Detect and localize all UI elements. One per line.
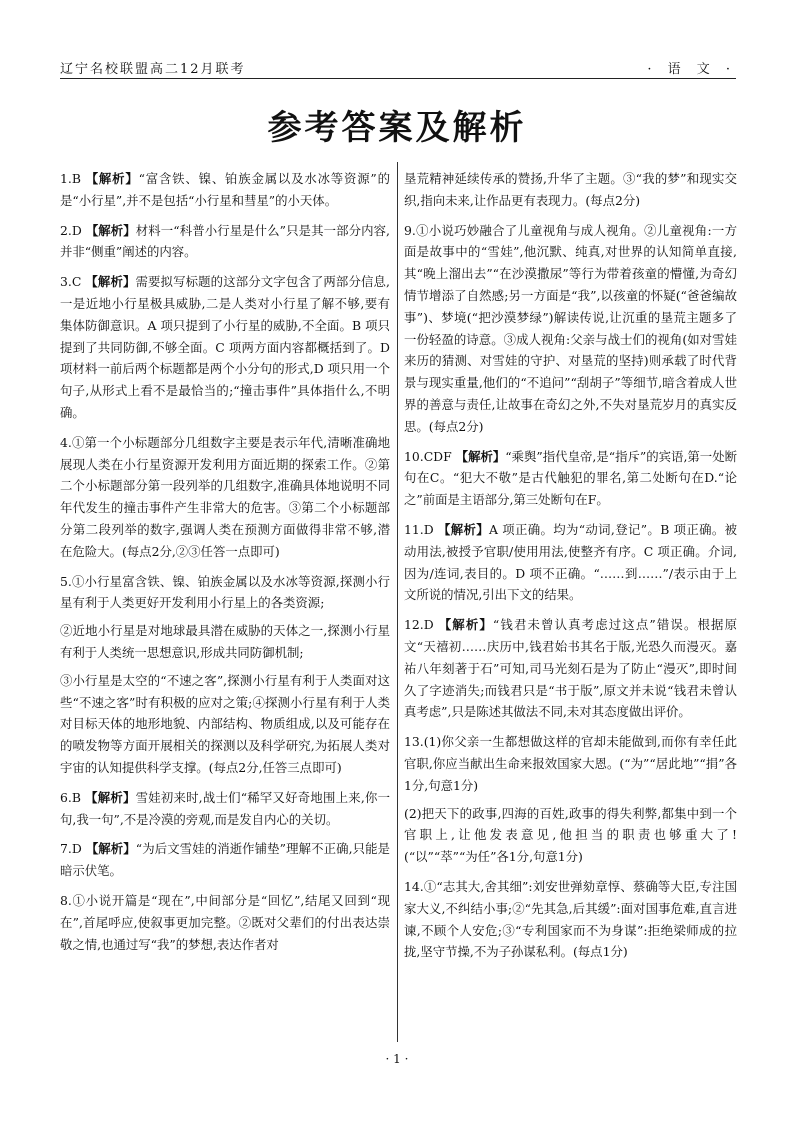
question-number: 11.D (404, 521, 434, 537)
answer-text: ①第一个小标题部分几组数字主要是表示年代,清晰准确地展现人类在小行星资源开发利用方面近期的探索工作。②第二个小标题部分第一段列举的几组数字,准确具体地说明不同年代发生的撞击事件产生非常大的危害。③第二个小标题部分第二段列举的数字,强调人类在预测方面做得非常不够,潜在危险大。(每点2分,②③任答一点即可) (60, 434, 390, 559)
answer-item (404, 168, 737, 212)
header-subject: · 语 文 · (647, 62, 736, 77)
answer-item (60, 787, 390, 831)
answer-text: 需要拟写标题的这部分文字包含了两部分信息,一是近地小行星极具威胁,二是人类对小行星了解不够,要有集体防御意识。A 项只提到了小行星的威胁,不全面。B 项只提到了共同防御,不够全面。C 项两方面内容都概括到了。D 项材料一前后两个标题都是两个小分句的形式,D 项只用一个句子,从形式上看不是最恰当的;“撞击事件”具体指什么,不明确。 (60, 274, 390, 420)
question-number: 2.D (60, 222, 82, 238)
page-title: 参考答案及解析 (267, 108, 527, 148)
answer-paragraph (60, 670, 390, 779)
question-number: 4. (60, 434, 72, 450)
answer-text: ①小说巧妙融合了儿童视角与成人视角。②儿童视角:一方面是故事中的“雪娃”,他沉默、纯真,对世界的认知简单直接,其“晚上溜出去”“在沙漠撒尿”等行为带着孩童的懵懂,为奇幻情节增添了自然感;另一方面是“我”,以孩童的怀疑(“爸爸编故事”)、梦境(“把沙漠梦绿”)解读传说,让沉重的垦荒主题多了一份轻盈的诗意。③成人视角:父亲与战士们的视角(如对雪娃来历的猜测、对雪娃的守护、对垦荒的坚持)则承载了时代背景与现实重量,他们的“不追问”“刮胡子”等细节,暗含着成人世界的善意与责任,让故事在奇幻之外,不失对垦荒岁月的真实反思。(每点2分) (404, 222, 737, 434)
answer-text: 雪娃初来时,战士们“稀罕又好奇地围上来,你一句,我一句”,不是冷漠的旁观,而是发自内心的关切。 (60, 789, 390, 827)
answer-text: 垦荒精神延续传承的赞扬,升华了主题。③“我的梦”和现实交织,指向未来,让作品更有表现力。(每点2分) (404, 171, 737, 208)
answer-text: (1)你父亲一生都想做这样的官却未能做到,而你有幸任此官职,你应当献出生命来报效国家大恩。(“为”“居此地”“捐”各1分,句意1分) (404, 734, 737, 793)
answer-item (404, 876, 737, 963)
answer-text: “富含铁、镍、铂族金属以及水冰等资源”的是“小行星”,并不是包括“小行星和彗星”的小天体。 (60, 171, 390, 208)
analysis-tag: 【解析】 (85, 841, 136, 857)
analysis-tag: 【解析】 (437, 521, 489, 537)
answer-item (404, 220, 737, 438)
answer-text: 材料一“科普小行星是什么”只是其一部分内容,并非“侧重”阐述的内容。 (60, 222, 390, 260)
answer-item (60, 432, 390, 563)
page-number: · 1 · (385, 1052, 409, 1066)
analysis-tag: 【解析】 (85, 222, 136, 238)
answer-paragraph (60, 432, 390, 563)
answer-item (60, 571, 390, 779)
answer-paragraph (404, 731, 737, 796)
question-number: 8. (60, 892, 72, 908)
answer-text: (2)把天下的政事,四海的百姓,政事的得失利弊,都集中到一个官职上,让他发表意见,他担当的职责也够重大了!(“以”“萃”“为任”各1分,句意1分) (404, 805, 737, 865)
answer-item (404, 731, 737, 868)
answer-item (60, 890, 390, 955)
question-number: 5. (60, 573, 72, 589)
answer-paragraph (60, 571, 390, 615)
question-number: 7.D (60, 841, 82, 857)
answer-paragraph (404, 220, 737, 438)
question-number: 12.D (404, 617, 434, 633)
question-number: 10.CDF (404, 448, 452, 464)
analysis-tag: 【解析】 (85, 789, 136, 805)
answer-paragraph (404, 446, 737, 511)
answer-paragraph (60, 620, 390, 664)
question-number: 9. (404, 222, 416, 238)
answer-item (60, 271, 390, 424)
answer-item (60, 838, 390, 882)
question-number: 1.B (60, 171, 81, 186)
answer-paragraph (60, 890, 390, 955)
answer-paragraph (60, 168, 390, 212)
answer-paragraph (404, 168, 737, 212)
answer-text: “乘舆”指代皇帝,是“指斥”的宾语,第一处断句在C。“犯大不敬”是古代触犯的罪名,第二处断句在D.“论之”前面是主语部分,第三处断句在F。 (404, 448, 737, 508)
analysis-tag: 【解析】 (85, 171, 139, 186)
answer-text: ①“志其大,舍其细”:刘安世弹劾章惇、蔡确等大臣,专注国家大义,不纠结小事;②“先其急,后其缓”:面对国事危难,直言进谏,不顾个人安危;③“专利国家而不为身谋”:拒绝梁师成的拉拢,坚守节操,不为子孙谋私利。(每点1分) (404, 878, 737, 960)
analysis-tag: 【解析】 (438, 617, 493, 633)
right-column (404, 168, 737, 971)
question-number: 14. (404, 878, 424, 894)
answer-paragraph (60, 838, 390, 882)
analysis-tag: 【解析】 (455, 448, 506, 464)
answer-text: ①小行星富含铁、镍、铂族金属以及水冰等资源,探测小行星有利于人类更好开发利用小行星上的各类资源; (60, 573, 390, 611)
answer-paragraph (404, 803, 737, 868)
answer-item (404, 446, 737, 511)
answer-item (404, 519, 737, 606)
question-number: 13. (404, 734, 424, 750)
answer-item (404, 614, 737, 723)
answer-text: “为后文雪娃的消逝作铺垫”理解不正确,只能是暗示伏笔。 (60, 841, 390, 879)
analysis-tag: 【解析】 (85, 274, 136, 290)
answer-paragraph (60, 271, 390, 424)
answer-item (60, 168, 390, 212)
answer-paragraph (404, 876, 737, 963)
answer-text: “钱君未曾认真考虑过这点”错误。根据原文“天禧初……庆历中,钱君始书其名于版,光恐久而漫灭。嘉祐八年刻著于石”可知,司马光刻石是为了防止“漫灭”,即时间久了字迹消失;而钱君只是“书于版”,原文并未说“钱君未曾认真考虑”,只是陈述其做法不同,未对其态度做出评价。 (404, 617, 737, 720)
answer-item (60, 220, 390, 264)
answer-paragraph (60, 787, 390, 831)
answer-text: ②近地小行星是对地球最具潜在威胁的天体之一,探测小行星有利于人类统一思想意识,形成共同防御机制; (60, 623, 390, 660)
answer-text: ③小行星是太空的“不速之客”,探测小行星有利于人类面对这些“不速之客”时有积极的应对之策;④探测小行星有利于人类对目标天体的地形地貌、内部结构、物质组成,以及可能存在的喷发物等方面开展相关的探测以及科学研究,为拓展人类对宇宙的认知提供科学支撑。(每点2分,任答三点即可) (60, 672, 390, 775)
question-number: 6.B (60, 789, 81, 805)
header-exam-name: 辽宁名校联盟高二12月联考 (60, 62, 246, 77)
column-divider (397, 162, 398, 1042)
question-number: 3.C (60, 274, 82, 290)
answer-paragraph (404, 519, 737, 606)
answer-paragraph (404, 614, 737, 723)
page-header (60, 56, 736, 79)
answer-text: ①小说开篇是“现在”,中间部分是“回忆”,结尾又回到“现在”,首尾呼应,使叙事更加完整。②既对父辈们的付出表达崇敬之情,也通过写“我”的梦想,表达作者对 (60, 892, 390, 952)
answer-paragraph (60, 220, 390, 264)
answer-text: A 项正确。均为“动词,登记”。B 项正确。被动用法,被授予官职/使用用法,使整齐有序。C 项正确。介词,因为/连词,表目的。D 项不正确。“……到……”/表示由于上文所说的情况,引出下文的结果。 (404, 521, 737, 603)
left-column (60, 168, 390, 963)
